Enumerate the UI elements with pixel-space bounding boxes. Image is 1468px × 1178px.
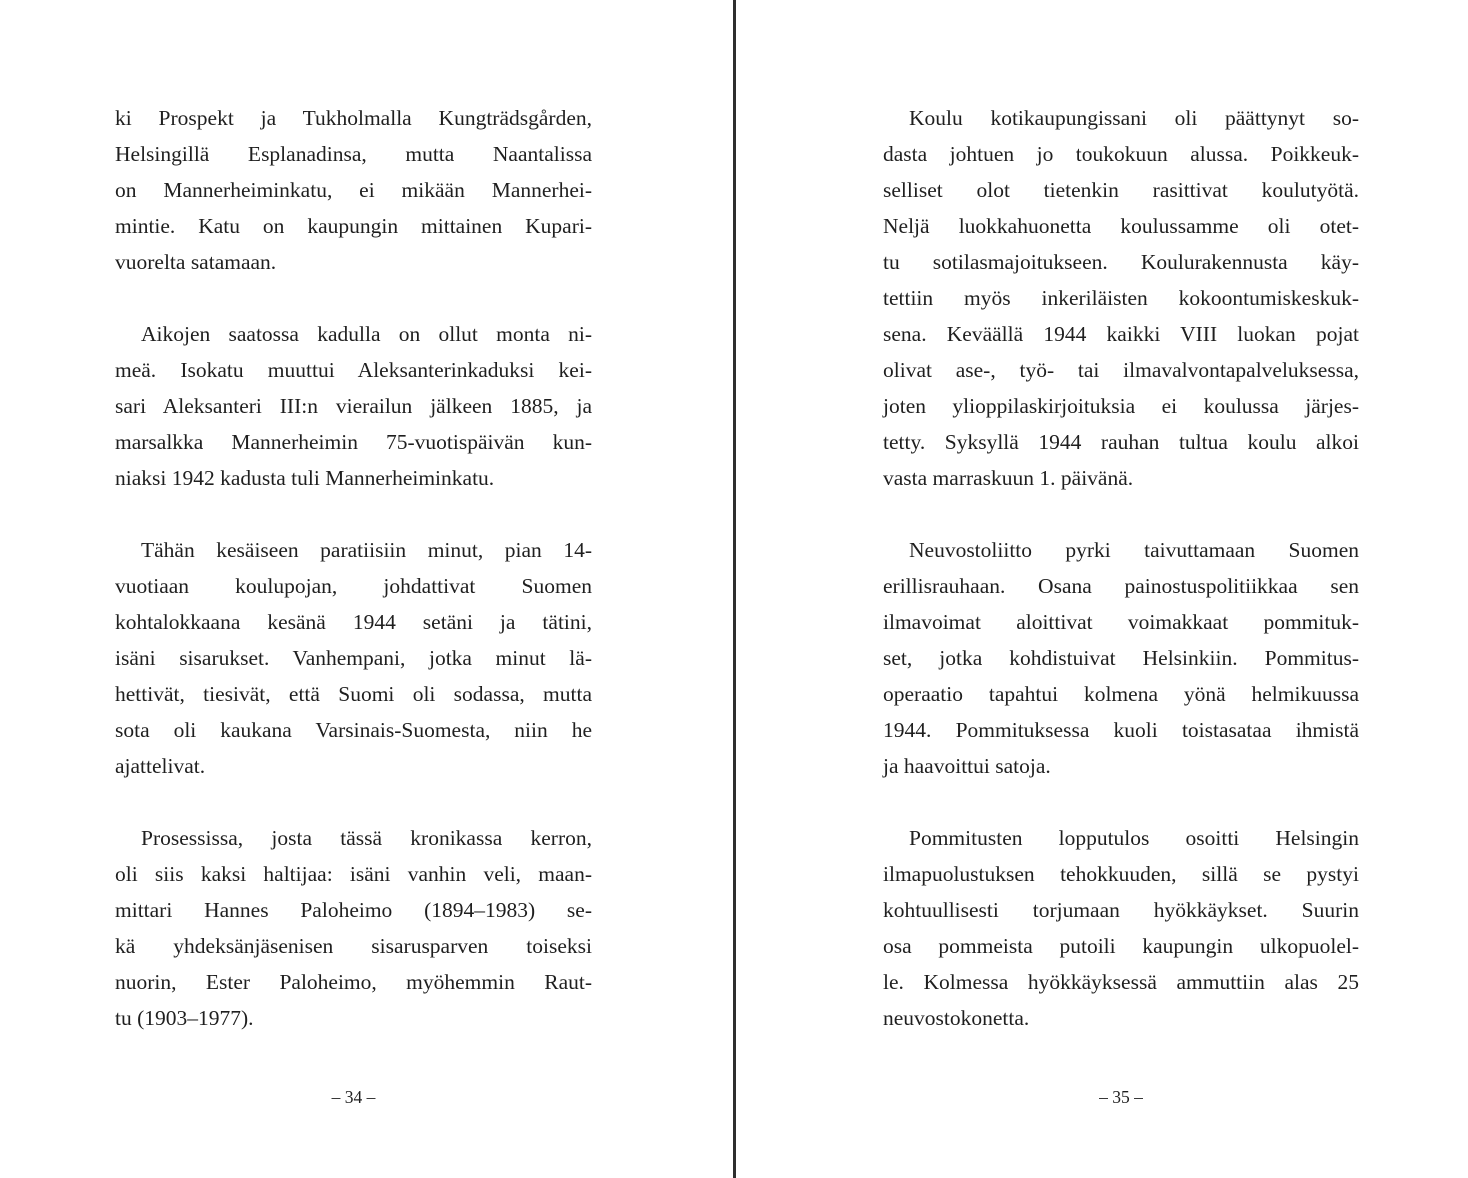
text-line: ilmapuolustuksen tehokkuuden, sillä se pystyi xyxy=(883,862,1359,886)
text-line: nuorin, Ester Paloheimo, myöhemmin Raut- xyxy=(115,970,592,994)
text-line: tettiin myös inkeriläisten kokoontumiskeskuk- xyxy=(883,286,1359,310)
page-right-text xyxy=(883,100,1359,1036)
text-line: Koulu kotikaupungissani oli päättynyt so- xyxy=(909,106,1359,130)
text-line: tu (1903–1977). xyxy=(115,1006,254,1030)
text-line: hettivät, tiesivät, että Suomi oli sodassa, mutta xyxy=(115,682,592,706)
text-line: sari Aleksanteri III:n vierailun jälkeen 1885, ja xyxy=(115,394,592,418)
text-line: mintie. Katu on kaupungin mittainen Kupari- xyxy=(115,214,592,238)
text-line: on Mannerheiminkatu, ei mikään Mannerhei- xyxy=(115,178,592,202)
text-line: Aikojen saatossa kadulla on ollut monta ni- xyxy=(141,322,592,346)
paragraph xyxy=(115,100,592,280)
text-line: Tähän kesäiseen paratiisiin minut, pian 14- xyxy=(141,538,592,562)
text-line: sota oli kaukana Varsinais-Suomesta, niin he xyxy=(115,718,592,742)
text-line: niaksi 1942 kadusta tuli Mannerheiminkatu. xyxy=(115,466,495,490)
text-line: neuvostokonetta. xyxy=(883,1006,1030,1030)
paragraph xyxy=(115,316,592,496)
text-line: Neljä luokkahuonetta koulussamme oli otet- xyxy=(883,214,1359,238)
paragraph xyxy=(883,100,1359,496)
text-line: Prosessissa, josta tässä kronikassa kerron, xyxy=(141,826,592,850)
page-number-left: – 34 – xyxy=(331,1087,376,1107)
text-line: kohtalokkaana kesänä 1944 setäni ja tätini, xyxy=(115,610,592,634)
text-line: erillisrauhaan. Osana painostuspolitiikkaa sen xyxy=(883,574,1359,598)
page-divider xyxy=(733,0,736,1178)
text-line: Helsingillä Esplanadinsa, mutta Naantalissa xyxy=(115,142,592,166)
text-line: tetty. Syksyllä 1944 rauhan tultua koulu alkoi xyxy=(883,430,1359,454)
text-line: joten ylioppilaskirjoituksia ei koulussa järjes- xyxy=(883,394,1359,418)
text-line: operaatio tapahtui kolmena yönä helmikuussa xyxy=(883,682,1359,706)
text-line: Neuvostoliitto pyrki taivuttamaan Suomen xyxy=(909,538,1359,562)
paragraph xyxy=(883,820,1359,1036)
text-line: dasta johtuen jo toukokuun alussa. Poikkeuk- xyxy=(883,142,1359,166)
paragraph xyxy=(115,532,592,784)
text-line: set, jotka kohdistuivat Helsinkiin. Pommitus- xyxy=(883,646,1359,670)
text-line: vuotiaan koulupojan, johdattivat Suomen xyxy=(115,574,592,598)
text-line: marsalkka Mannerheimin 75-vuotispäivän kun- xyxy=(115,430,592,454)
text-line: 1944. Pommituksessa kuoli toistasataa ihmistä xyxy=(883,718,1359,742)
text-line: vasta marraskuun 1. päivänä. xyxy=(883,466,1134,490)
text-line: selliset olot tietenkin rasittivat koulutyötä. xyxy=(883,178,1359,202)
text-line: kä yhdeksänjäsenisen sisarusparven toiseksi xyxy=(115,934,592,958)
text-line: meä. Isokatu muuttui Aleksanterinkaduksi kei- xyxy=(115,358,592,382)
text-line: vuorelta satamaan. xyxy=(115,250,277,274)
text-line: oli siis kaksi haltijaa: isäni vanhin veli, maan- xyxy=(115,862,592,886)
text-line: ajattelivat. xyxy=(115,754,206,778)
paragraph xyxy=(883,532,1359,784)
text-line: ilmavoimat aloittivat voimakkaat pommituk- xyxy=(883,610,1359,634)
text-line: ki Prospekt ja Tukholmalla Kungträdsgården, xyxy=(115,106,592,130)
text-line: tu sotilasmajoitukseen. Koulurakennusta käy- xyxy=(883,250,1359,274)
paragraph xyxy=(115,820,592,1036)
text-line: mittari Hannes Paloheimo (1894–1983) se- xyxy=(115,898,592,922)
page-left-text xyxy=(115,100,592,1036)
page-number-right: – 35 – xyxy=(1099,1087,1143,1107)
text-line: le. Kolmessa hyökkäyksessä ammuttiin alas 25 xyxy=(883,970,1359,994)
text-line: Pommitusten lopputulos osoitti Helsingin xyxy=(909,826,1359,850)
text-line: kohtuullisesti torjumaan hyökkäykset. Suurin xyxy=(883,898,1359,922)
text-line: ja haavoittui satoja. xyxy=(883,754,1051,778)
text-line: olivat ase-, työ- tai ilmavalvontapalveluksessa, xyxy=(883,358,1359,382)
text-line: sena. Keväällä 1944 kaikki VIII luokan pojat xyxy=(883,322,1359,346)
text-line: osa pommeista putoili kaupungin ulkopuolel- xyxy=(883,934,1359,958)
text-line: isäni sisarukset. Vanhempani, jotka minut lä- xyxy=(115,646,592,670)
